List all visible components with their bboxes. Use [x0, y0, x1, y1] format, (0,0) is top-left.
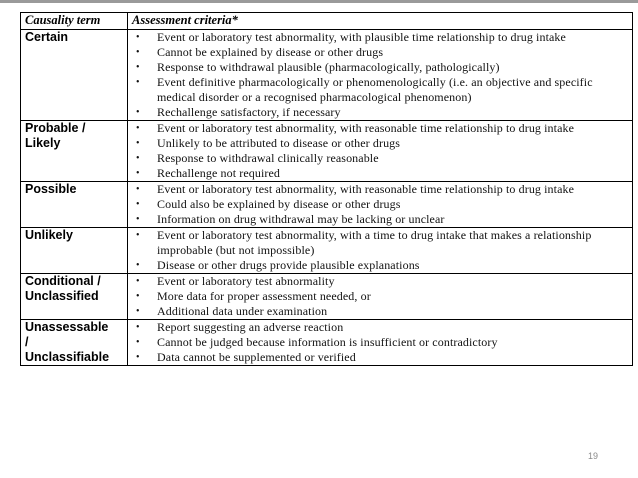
bullet-icon: •	[136, 77, 140, 88]
bullet-icon: •	[136, 337, 140, 348]
criteria-list	[132, 320, 630, 365]
bullet-icon: •	[136, 123, 140, 134]
bullet-icon: •	[136, 138, 140, 149]
assessment-criteria-cell	[128, 121, 633, 182]
criteria-item	[132, 60, 630, 75]
causality-term-line: Probable /	[25, 121, 86, 135]
bullet-icon: •	[136, 32, 140, 43]
criteria-text: Disease or other drugs provide plausible explanations	[157, 258, 420, 272]
criteria-text: Cannot be explained by disease or other drugs	[157, 45, 384, 59]
criteria-text: More data for proper assessment needed, or	[157, 289, 371, 303]
criteria-list	[132, 182, 630, 227]
criteria-item	[132, 45, 630, 60]
criteria-text: Additional data under examination	[157, 304, 328, 318]
criteria-text: Report suggesting an adverse reaction	[157, 320, 344, 334]
table-body	[21, 30, 633, 366]
criteria-text: Event or laboratory test abnormality, with a time to drug intake that makes a relationship improbable (but not impossible)	[157, 228, 592, 257]
criteria-item	[132, 197, 630, 212]
assessment-criteria-cell	[128, 320, 633, 366]
bullet-icon: •	[136, 199, 140, 210]
bullet-icon: •	[136, 107, 140, 118]
bullet-icon: •	[136, 230, 140, 241]
criteria-list	[132, 121, 630, 181]
causality-term-cell	[21, 320, 128, 366]
criteria-item	[132, 258, 630, 273]
criteria-item	[132, 335, 630, 350]
causality-table	[20, 12, 633, 366]
causality-term-cell	[21, 121, 128, 182]
causality-term-line: Likely	[25, 136, 61, 150]
criteria-item	[132, 30, 630, 45]
criteria-text: Event or laboratory test abnormality, with reasonable time relationship to drug intake	[157, 182, 575, 196]
assessment-criteria-cell	[128, 30, 633, 121]
criteria-list	[132, 228, 630, 273]
assessment-criteria-cell	[128, 228, 633, 274]
assessment-criteria-cell	[128, 182, 633, 228]
header-assessment-criteria: Assessment criteria*	[128, 13, 633, 30]
causality-term-cell	[21, 228, 128, 274]
bullet-icon: •	[136, 153, 140, 164]
criteria-text: Could also be explained by disease or other drugs	[157, 197, 401, 211]
criteria-text: Data cannot be supplemented or verified	[157, 350, 356, 364]
bullet-icon: •	[136, 276, 140, 287]
causality-term-cell	[21, 30, 128, 121]
causality-term-line: /	[25, 335, 29, 349]
table-row	[21, 121, 633, 182]
bullet-icon: •	[136, 322, 140, 333]
criteria-item	[132, 75, 630, 105]
criteria-text: Unlikely to be attributed to disease or other drugs	[157, 136, 401, 150]
criteria-item	[132, 304, 630, 319]
causality-term-line: Unclassifiable	[25, 350, 110, 364]
criteria-text: Event or laboratory test abnormality, with plausible time relationship to drug intake	[157, 30, 566, 44]
causality-term-cell	[21, 274, 128, 320]
criteria-item	[132, 136, 630, 151]
causality-term-line: Certain	[25, 30, 69, 44]
bullet-icon: •	[136, 291, 140, 302]
criteria-text: Event or laboratory test abnormality	[157, 274, 335, 288]
criteria-text: Response to withdrawal clinically reasonable	[157, 151, 379, 165]
criteria-item	[132, 274, 630, 289]
criteria-item	[132, 105, 630, 120]
bullet-icon: •	[136, 214, 140, 225]
criteria-item	[132, 320, 630, 335]
criteria-text: Event or laboratory test abnormality, with reasonable time relationship to drug intake	[157, 121, 575, 135]
criteria-item	[132, 182, 630, 197]
criteria-item	[132, 350, 630, 365]
bullet-icon: •	[136, 352, 140, 363]
bullet-icon: •	[136, 306, 140, 317]
bullet-icon: •	[136, 168, 140, 179]
table-row	[21, 182, 633, 228]
criteria-list	[132, 30, 630, 120]
criteria-text: Information on drug withdrawal may be lacking or unclear	[157, 212, 445, 226]
causality-term-line: Possible	[25, 182, 77, 196]
bullet-icon: •	[136, 62, 140, 73]
causality-term-line: Unlikely	[25, 228, 73, 242]
criteria-item	[132, 212, 630, 227]
table-row	[21, 228, 633, 274]
criteria-text: Event definitive pharmacologically or phenomenologically (i.e. an objective and specific medical disorder or a recognised pharmacological phenomenon)	[157, 75, 593, 104]
table-row	[21, 320, 633, 366]
criteria-list	[132, 274, 630, 319]
bullet-icon: •	[136, 47, 140, 58]
criteria-item	[132, 166, 630, 181]
bullet-icon: •	[136, 260, 140, 271]
criteria-item	[132, 228, 630, 258]
criteria-text: Cannot be judged because information is insufficient or contradictory	[157, 335, 498, 349]
criteria-item	[132, 121, 630, 136]
criteria-item	[132, 151, 630, 166]
assessment-criteria-cell	[128, 274, 633, 320]
causality-term-line: Unclassified	[25, 289, 99, 303]
top-rule	[0, 0, 638, 3]
causality-term-cell	[21, 182, 128, 228]
criteria-item	[132, 289, 630, 304]
table-header-row	[21, 13, 633, 30]
criteria-text: Response to withdrawal plausible (pharmacologically, pathologically)	[157, 60, 500, 74]
bullet-icon: •	[136, 184, 140, 195]
criteria-text: Rechallenge not required	[157, 166, 281, 180]
criteria-text: Rechallenge satisfactory, if necessary	[157, 105, 341, 119]
table-row	[21, 274, 633, 320]
causality-term-line: Conditional /	[25, 274, 101, 288]
page-number: 19	[588, 451, 599, 461]
table-row	[21, 30, 633, 121]
header-causality-term: Causality term	[21, 13, 128, 30]
causality-term-line: Unassessable	[25, 320, 109, 334]
